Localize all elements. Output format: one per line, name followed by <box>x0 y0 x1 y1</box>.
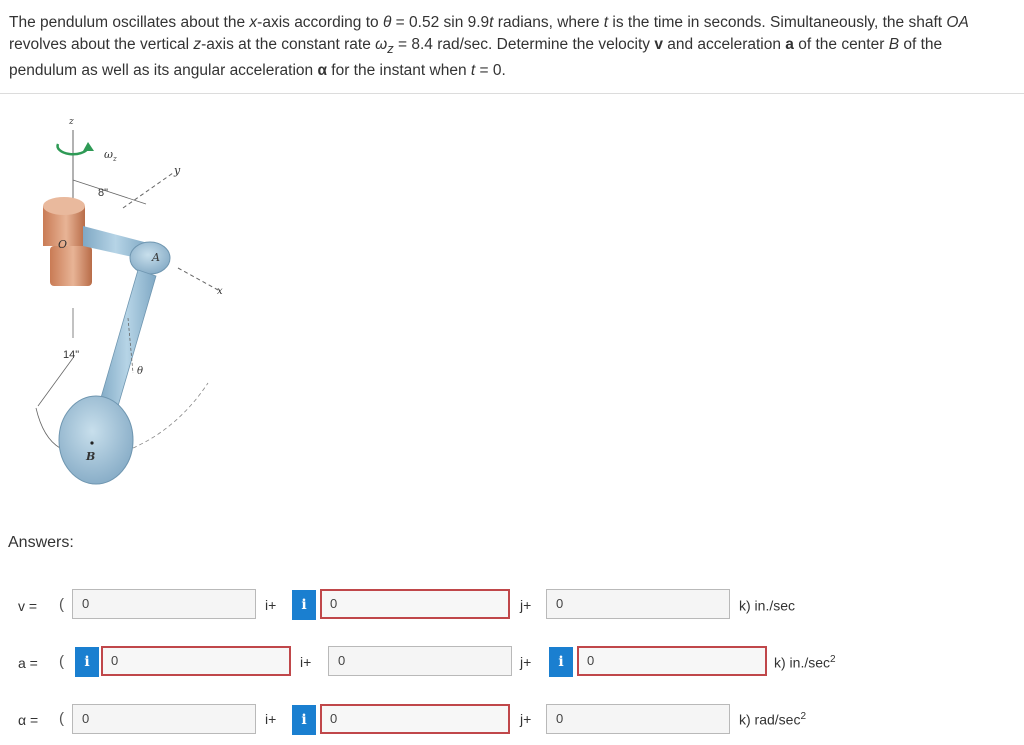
acceleration-i-info-button[interactable]: i <box>75 647 99 677</box>
b-label: B <box>86 450 96 463</box>
o-label: O <box>58 238 68 251</box>
velocity-label: v = <box>18 598 38 614</box>
open-paren: ( <box>59 596 64 613</box>
velocity-j-info-button[interactable]: i <box>292 590 316 620</box>
pendulum-figure <box>28 108 238 500</box>
acceleration-label: a = <box>18 655 38 671</box>
alpha-j-info-button[interactable]: i <box>292 705 316 735</box>
j-plus-label: j+ <box>520 597 532 613</box>
y-axis-label: y <box>174 164 181 177</box>
omega-z-label: $\omega_z$ <box>104 148 117 163</box>
acceleration-k-info-button[interactable]: i <box>549 647 573 677</box>
acceleration-j-field[interactable]: 0 <box>328 646 512 676</box>
j-plus-label: j+ <box>520 654 532 670</box>
alpha-j-field[interactable]: 0 <box>320 704 510 734</box>
velocity-k-field[interactable]: 0 <box>546 589 730 619</box>
acceleration-unit: k) $in./\sec^2$ <box>774 654 836 671</box>
problem-statement: The pendulum oscillates about the x-axis according to θ = 0.52 sin 9.9t radians, where t is the time in seconds. Simultaneously, the shaft OA revolves about the vertical z-axis at the constant rate $\omega_z = 8.4$ rad/sec. Determine the velocity v and acceleration a of the center B of the pendulum as well as its angular acceleration α for the instant when t = 0. <box>9 14 969 80</box>
velocity-i-field[interactable]: 0 <box>72 589 256 619</box>
acceleration-i-field[interactable]: 0 <box>101 646 291 676</box>
i-plus-label: i+ <box>265 597 277 613</box>
i-plus-label: i+ <box>300 654 312 670</box>
x-axis-label: x <box>217 286 223 297</box>
acceleration-k-field[interactable]: 0 <box>577 646 767 676</box>
j-plus-label: j+ <box>520 711 532 727</box>
z-axis-label: z <box>69 117 74 127</box>
dim-8-label: 8" <box>98 187 109 199</box>
dim-14-label: 14" <box>63 349 80 361</box>
alpha-i-field[interactable]: 0 <box>72 704 256 734</box>
answers-label: Answers: <box>8 534 74 551</box>
velocity-j-field[interactable]: 0 <box>320 589 510 619</box>
a-label: A <box>152 251 160 264</box>
alpha-unit: k) rad/$\sec^2$ <box>739 711 807 728</box>
alpha-k-field[interactable]: 0 <box>546 704 730 734</box>
divider <box>0 93 1024 94</box>
theta-label: θ <box>137 366 144 377</box>
open-paren: ( <box>59 710 64 727</box>
open-paren: ( <box>59 653 64 670</box>
velocity-unit: k) in./sec <box>739 597 796 614</box>
i-plus-label: i+ <box>265 711 277 727</box>
angular-acceleration-label: α = <box>18 712 39 728</box>
